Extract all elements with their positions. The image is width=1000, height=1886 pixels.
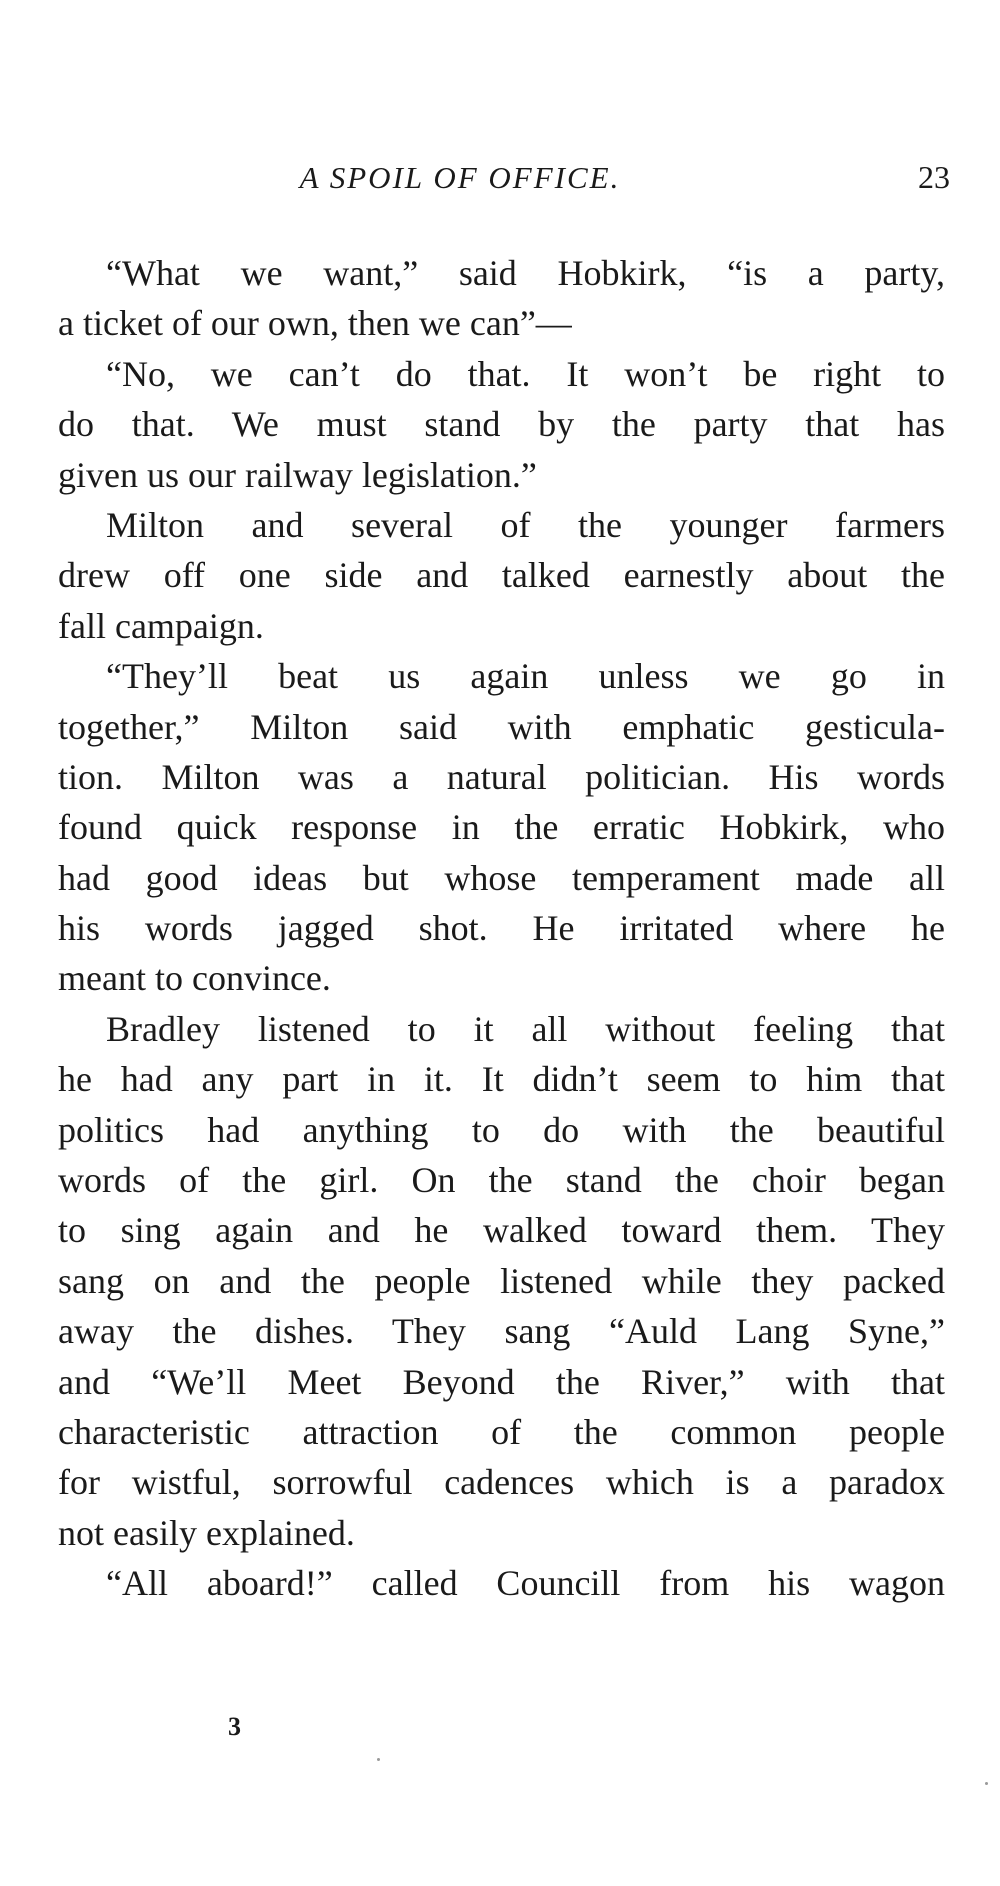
text-line: “No, we can’t do that. It won’t be right to (106, 353, 945, 394)
text-line: characteristic attraction of the common people (58, 1411, 945, 1452)
text-line: he had any part in it. It didn’t seem to him that (58, 1059, 945, 1100)
text-line: for wistful, sorrowful cadences which is a paradox (58, 1462, 945, 1503)
text-line: politics had anything to do with the beautiful (58, 1109, 945, 1150)
text-line: Bradley listened to it all without feeling that (106, 1008, 945, 1049)
text-line: a ticket of our own, then we can”— (58, 303, 572, 344)
signature-mark: 3 (228, 1712, 241, 1741)
text-line: tion. Milton was a natural politician. His words (58, 756, 945, 797)
paper-speck (377, 1758, 380, 1761)
text-line: “All aboard!” called Councill from his wagon (106, 1563, 945, 1604)
text-line: words of the girl. On the stand the choir began (58, 1160, 945, 1201)
text-line: given us our railway legislation.” (58, 454, 537, 495)
text-line: away the dishes. They sang “Auld Lang Syne,” (58, 1311, 945, 1352)
body-text (58, 248, 945, 1609)
text-line: and “We’ll Meet Beyond the River,” with that (58, 1361, 945, 1402)
text-line: meant to convince. (58, 958, 331, 999)
text-line: “They’ll beat us again unless we go in (106, 656, 945, 697)
text-line: drew off one side and talked earnestly about the (58, 555, 945, 596)
running-head (60, 155, 950, 200)
text-line: Milton and several of the younger farmers (106, 504, 945, 545)
paper-speck (985, 1782, 988, 1785)
text-line: sang on and the people listened while they packed (58, 1260, 945, 1301)
text-line: not easily explained. (58, 1512, 355, 1553)
page-number: 23 (918, 159, 950, 195)
text-line: fall campaign. (58, 605, 264, 646)
text-line: “What we want,” said Hobkirk, “is a party, (106, 253, 945, 293)
text-line: his words jagged shot. He irritated where he (58, 908, 945, 949)
text-line: together,” Milton said with emphatic gesticula- (58, 706, 945, 747)
text-line: to sing again and he walked toward them. They (58, 1210, 945, 1251)
running-title: A SPOIL OF OFFICE. (299, 160, 621, 195)
text-line: do that. We must stand by the party that has (58, 404, 945, 445)
text-line: found quick response in the erratic Hobkirk, who (58, 807, 945, 848)
text-line: had good ideas but whose temperament made all (58, 857, 945, 898)
